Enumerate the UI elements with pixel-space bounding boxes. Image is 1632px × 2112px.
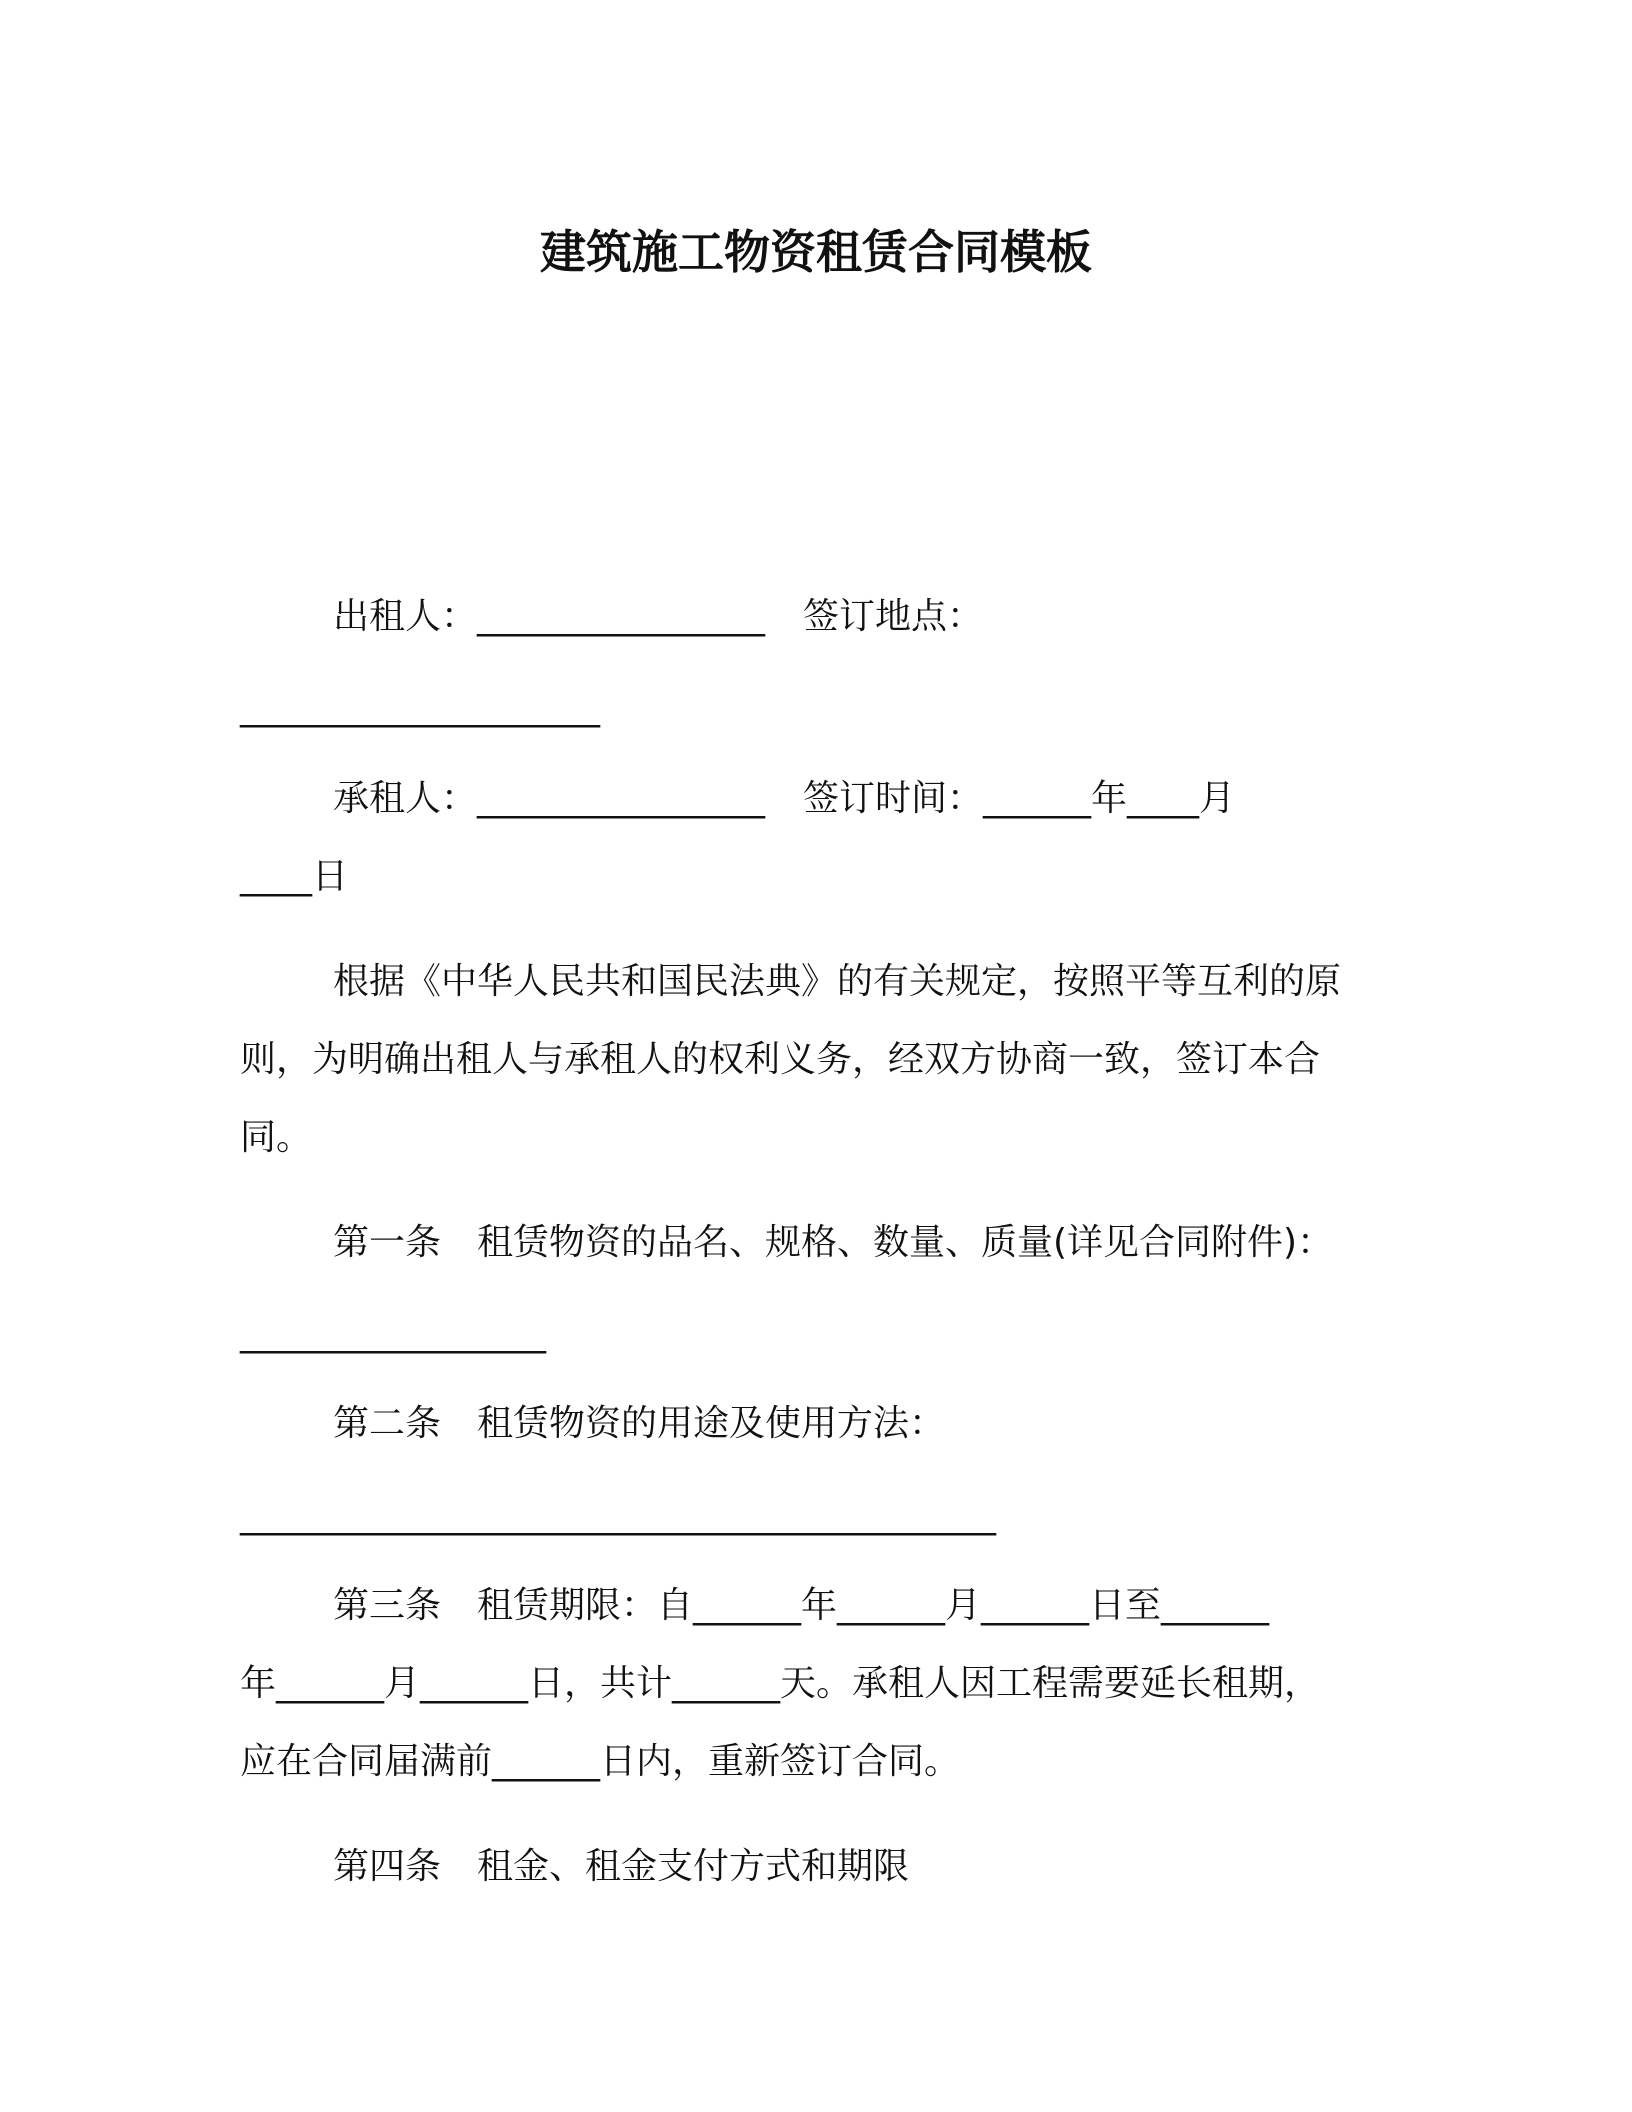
lessor-label: 出租人： bbox=[333, 596, 478, 637]
article-3-line-1: 第三条 租赁期限：自______年______月______日至______ bbox=[333, 1585, 1270, 1626]
sign-place-blank: ____________________ bbox=[240, 687, 600, 728]
sign-time-day-line bbox=[240, 853, 348, 901]
sign-time-label: 签订时间： bbox=[803, 778, 984, 819]
article-2-blank: __________________________________________ bbox=[240, 1495, 996, 1536]
day-char: 日 bbox=[312, 856, 349, 897]
article-4: 第四条 租金、租金支付方式和期限 bbox=[333, 1846, 910, 1887]
article-1-blank: _________________ bbox=[240, 1313, 546, 1354]
article-2: 第二条 租赁物资的用途及使用方法： bbox=[333, 1403, 946, 1444]
article-1: 第一条 租赁物资的品名、规格、数量、质量(详见合同附件)： bbox=[333, 1222, 1334, 1263]
preamble-line-1: 根据《中华人民共和国民法典》的有关规定，按照平等互利的原 bbox=[333, 961, 1342, 1002]
document-title: 建筑施工物资租赁合同模板 bbox=[540, 225, 1092, 279]
year-char: 年 bbox=[1091, 778, 1128, 819]
lessor-blank: ________________ bbox=[477, 596, 766, 637]
lessee-blank: ________________ bbox=[477, 778, 766, 819]
sign-place-label: 签订地点： bbox=[803, 596, 984, 637]
preamble-line-3: 同。 bbox=[240, 1117, 313, 1158]
sign-time-day-blank: ____ bbox=[240, 856, 312, 897]
lessor-line bbox=[333, 593, 983, 641]
lessee-label: 承租人： bbox=[333, 778, 478, 819]
sign-time-year-blank: ______ bbox=[983, 778, 1092, 819]
article-3-line-3: 应在合同届满前______日内，重新签订合同。 bbox=[240, 1741, 961, 1782]
sign-time-month-blank: ____ bbox=[1127, 778, 1200, 819]
article-3-line-2: 年______月______日，共计______天。承租人因工程需要延长租期， bbox=[240, 1663, 1321, 1704]
lessee-line bbox=[333, 775, 1235, 823]
preamble-line-2: 则，为明确出租人与承租人的权利义务，经双方协商一致，签订本合 bbox=[240, 1039, 1321, 1080]
month-char: 月 bbox=[1199, 778, 1236, 819]
